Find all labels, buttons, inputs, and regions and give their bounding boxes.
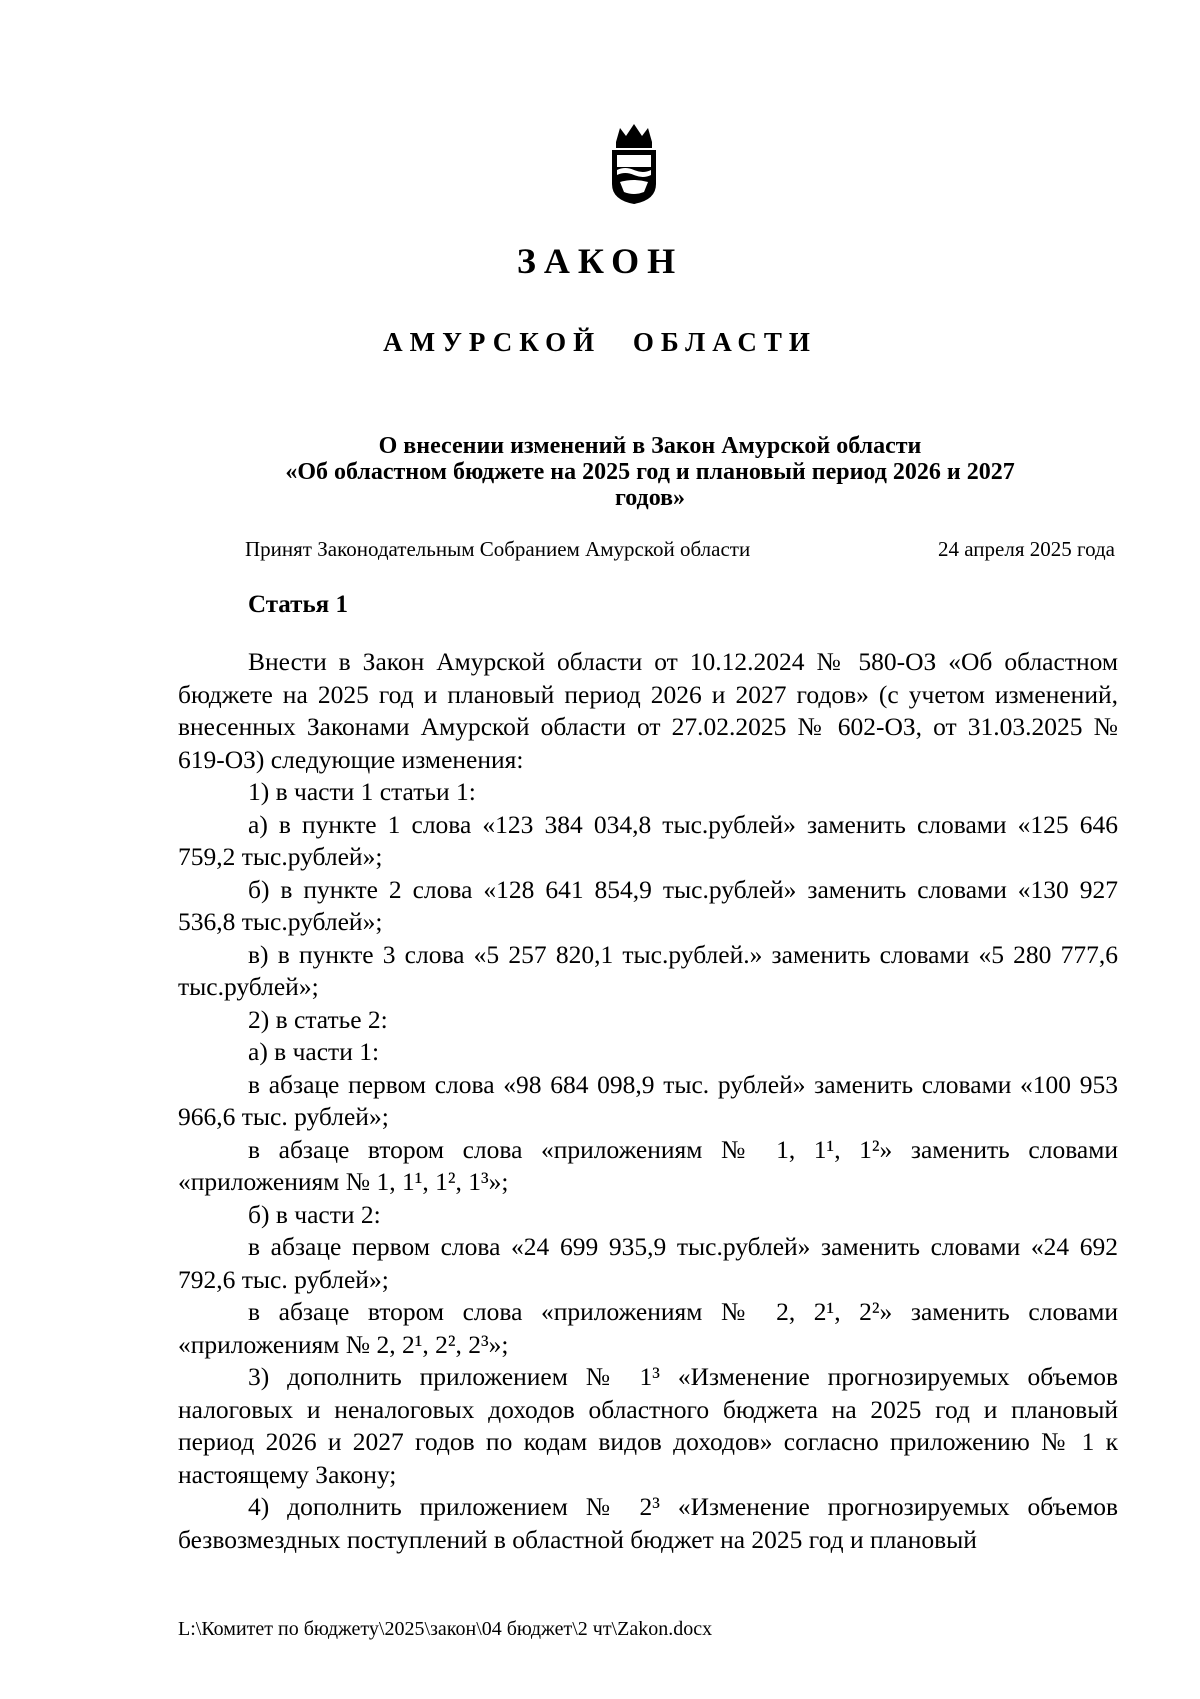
article-body [178, 646, 1118, 1556]
paragraph-item: 2) в статье 2: [248, 1004, 388, 1034]
article-title: Статья 1 [248, 591, 348, 618]
file-path-footer: L:\Комитет по бюджету\2025\закон\04 бюджет\2 чт\Zakon.docx [178, 1618, 713, 1640]
paragraph-item: а) в части 1: [248, 1037, 380, 1066]
document-heading [200, 433, 1100, 511]
heading-line-3: годов» [614, 485, 686, 511]
paragraph-item: 3) дополнить приложением № 1³ «Изменение прогнозируемых объемов налоговых и неналоговых доходов областного бюджета на 2025 год и плановый период 2026 и 2027 годов по кодам видов доходов» согласно приложению № 1 к настоящему Закону; [178, 1362, 1118, 1489]
paragraph-item: б) в части 2: [248, 1199, 381, 1229]
paragraph-item: б) в пункте 2 слова «128 641 854,9 тыс.рублей» заменить словами «130 927 536,8 тыс.рублей»; [178, 874, 1118, 936]
adoption-line [245, 537, 1115, 562]
paragraph-intro: Внести в Закон Амурской области от 10.12.2024 № 580-ОЗ «Об областном бюджете на 2025 год и плановый период 2026 и 2027 годов» (с учетом изменений, внесенных Законами Амурской области от 27.02.2025 № 602-ОЗ, от 31.03.2025 № 619-ОЗ) следующие изменения: [178, 647, 1118, 774]
paragraph-item: 1) в части 1 статьи 1: [248, 777, 476, 806]
region-title: АМУРСКОЙ ОБЛАСТИ [383, 327, 817, 357]
paragraph-item: 4) дополнить приложением № 2³ «Изменение прогнозируемых объемов безвозмездных поступлений в областной бюджет на 2025 год и плановый [178, 1492, 1118, 1554]
paragraph-item: в абзаце втором слова «приложениям № 2, 2¹, 2²» заменить словами «приложениям № 2, 2¹, 2², 2³»; [178, 1297, 1118, 1359]
coat-of-arms-emblem-icon [608, 122, 660, 206]
paragraph-item: в) в пункте 3 слова «5 257 820,1 тыс.рублей.» заменить словами «5 280 777,6 тыс.рублей»; [178, 939, 1118, 1001]
adoption-date: 24 апреля 2025 года [938, 537, 1115, 561]
paragraph-item: а) в пункте 1 слова «123 384 034,8 тыс.рублей» заменить словами «125 646 759,2 тыс.рублей»; [178, 809, 1118, 871]
adopting-body: Принят Законодательным Собранием Амурской области [245, 537, 751, 561]
heading-line-2: «Об областном бюджете на 2025 год и плановый период 2026 и 2027 [285, 459, 1015, 485]
paragraph-item: в абзаце втором слова «приложениям № 1, 1¹, 1²» заменить словами «приложениям № 1, 1¹, 1², 1³»; [178, 1134, 1118, 1196]
heading-line-1: О внесении изменений в Закон Амурской области [378, 433, 922, 459]
paragraph-item: в абзаце первом слова «98 684 098,9 тыс. рублей» заменить словами «100 953 966,6 тыс. рублей»; [178, 1069, 1118, 1131]
law-title: ЗАКОН [516, 241, 684, 281]
paragraph-item: в абзаце первом слова «24 699 935,9 тыс.рублей» заменить словами «24 692 792,6 тыс. рублей»; [178, 1232, 1118, 1294]
